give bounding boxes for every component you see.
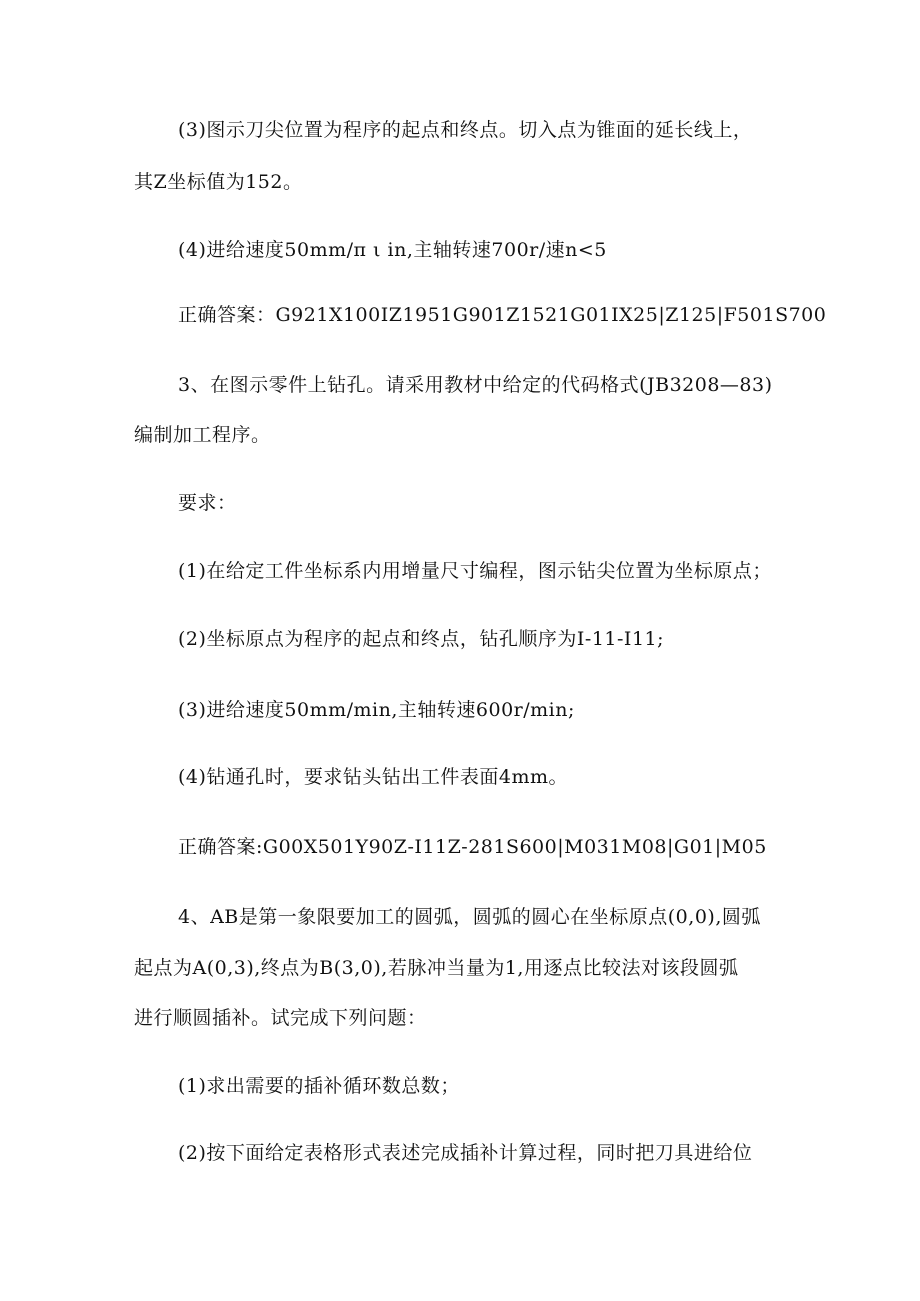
q3-requirement-2: (2)坐标原点为程序的起点和终点，钻孔顺序为I-11-I11; [178, 628, 665, 650]
q4-requirement-2: (2)按下面给定表格形式表述完成插补计算过程，同时把刀具进给位 [178, 1142, 753, 1164]
q4-question-line-3: 进行顺圆插补。试完成下列问题： [134, 1007, 427, 1029]
q2-requirement-3-line-1: (3)图示刀尖位置为程序的起点和终点。切入点为锥面的延长线上， [178, 119, 753, 141]
q3-requirement-1: (1)在给定工件坐标系内用增量尺寸编程，图示钻尖位置为坐标原点； [178, 560, 772, 582]
q3-requirement-3: (3)进给速度50mm/min,主轴转速600r/min; [178, 699, 575, 721]
q2-correct-answer: 正确答案：G921X100IZ1951G901Z1521G01IX25|Z125|F501S700 [178, 304, 827, 326]
q3-question-line-2: 编制加工程序。 [134, 424, 271, 446]
q3-requirements-title: 要求： [178, 492, 237, 514]
q2-requirement-3-line-2: 其Z坐标值为152。 [134, 171, 303, 193]
q3-question-line-1: 3、在图示零件上钻孔。请采用教材中给定的代码格式(JB3208—83) [178, 374, 773, 396]
q4-question-line-1: 4、AB是第一象限要加工的圆弧，圆弧的圆心在坐标原点(0,0),圆弧 [178, 906, 761, 928]
q2-requirement-4: (4)进给速度50mm/π ι in,主轴转速700r/速n<5 [178, 239, 607, 261]
q4-requirement-1: (1)求出需要的插补循环数总数； [178, 1075, 460, 1097]
q4-question-line-2: 起点为A(0,3),终点为B(3,0),若脉冲当量为1,用逐点比较法对该段圆弧 [134, 957, 739, 979]
q3-correct-answer: 正确答案:G00X501Y90Z-I11Z-281S600|M031M08|G01|M05 [178, 836, 767, 858]
q3-requirement-4: (4)钻通孔时，要求钻头钻出工件表面4mm。 [178, 766, 569, 788]
